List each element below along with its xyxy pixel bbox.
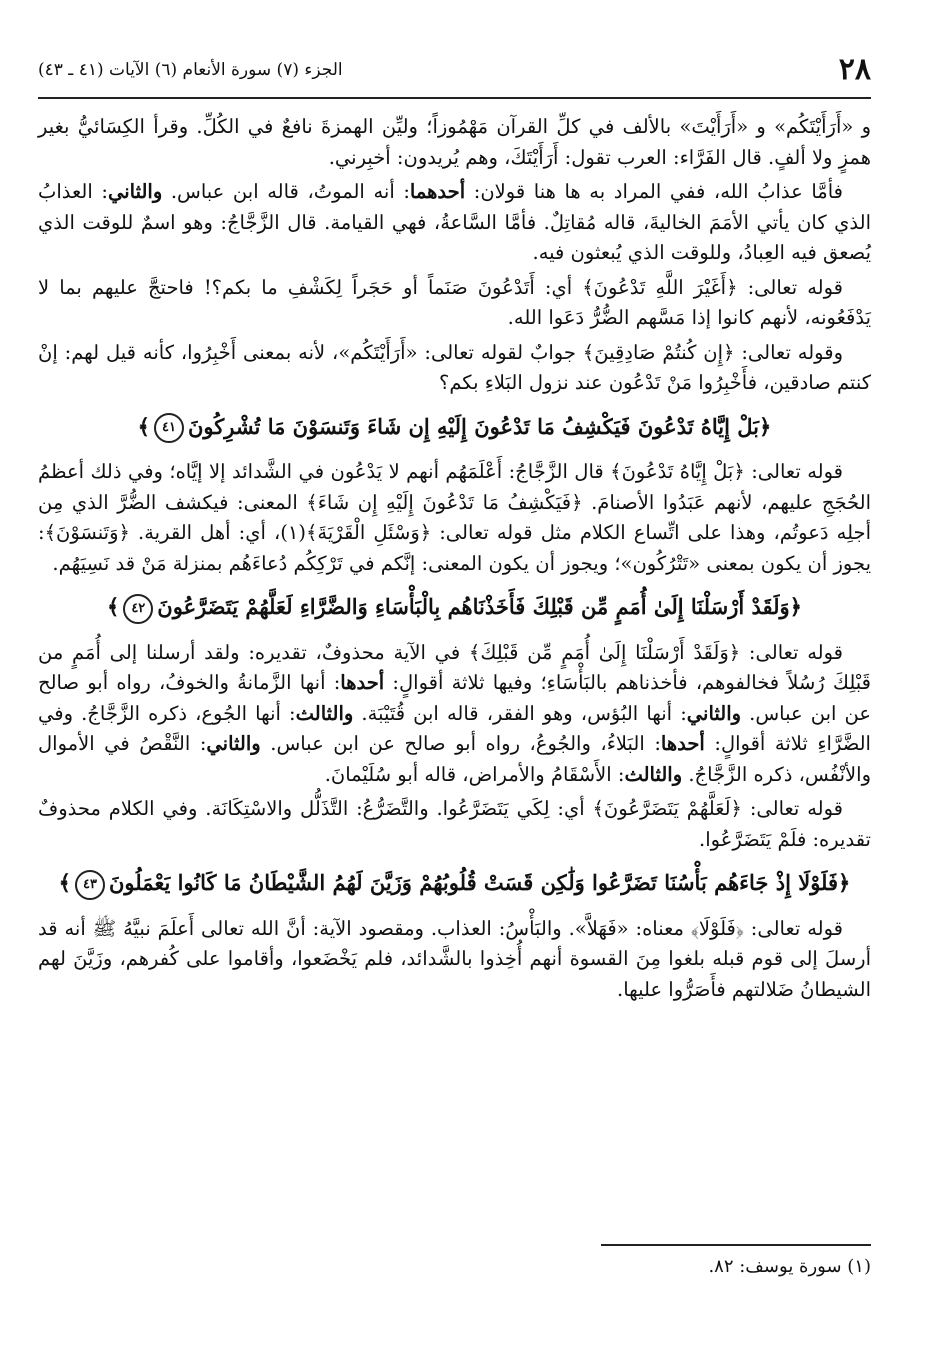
bold-label: والثالث (295, 701, 354, 725)
paragraph: قوله تعالى: ﴿فَلَوْلَا﴾ معناه: «فَهَلاَّ». والبَأْسُ: العذاب. ومقصود الآية: أنَّ الله تعالى أَعلَمَ نبيَّهُ ﷺ أنه قد أرسلَ إلى قوم قبله بلغوا مِنَ القسوة أنهم أُخِذوا بالشَّدائد، فلم يَخْضَعوا، وأقاموا على كُفرهم، وزَيَّنَ لهم الشيطانُ ضَلالتهم فأَصَرُّوا عليها. (38, 916, 871, 1001)
text-run: فأمَّا عذابُ الله، ففي المراد به ها هنا قولان: (465, 180, 843, 203)
text-run: قوله تعالى: ﴿وَلَقَدْ أَرْسَلْنَا إِلَىٰ أُمَمٍ مِّن قَبْلِكَ﴾ في الآية محذوفٌ، تقديره: ولقد أرسلنا إلى أُمَمٍ من قَبْلِكَ رُسُلاً فخالفوهم، فأخذناهم بالبَأْسَاءِ؛ وفيها ثلاثة أقوالٍ: (38, 640, 871, 694)
text-run: : أنها الجُوع، ذكره الزَّجَّاجُ. وفي الضَّرَّاءِ ثلاثة أقوالٍ: (38, 701, 871, 755)
verse-text: ﴿فَلَوْلَا إِذْ جَاءَهُم بَأْسُنَا تَضَرَّعُوا وَلَٰكِن قَسَتْ قُلُوبُهُمْ وَزَيَّنَ لَهُمُ الشَّيْطَانُ مَا كَانُوا يَعْمَلُونَ (108, 870, 851, 895)
footnote-rule (601, 1244, 871, 1246)
verse-text: ﴿وَلَقَدْ أَرْسَلْنَا إِلَىٰ أُمَمٍ مِّن قَبْلِكَ فَأَخَذْنَاهُم بِالْبَأْسَاءِ وَالضَّرَّاءِ لَعَلَّهُمْ يَتَضَرَّعُونَ (157, 594, 802, 619)
text-run: : أنها البُؤس، وهو الفقر، قاله ابن قُتَيْبَة. (353, 701, 687, 725)
text-run: : أنه الموتُ، قاله ابن عباس. (162, 180, 410, 203)
bold-label: والثاني (107, 180, 163, 203)
quran-verse (38, 867, 871, 900)
bold-label: أحدهما (409, 180, 466, 203)
verse-bracket: ﴾ (137, 413, 150, 439)
quran-verse (38, 411, 871, 444)
ayah-number-marker: ٤٢ (123, 594, 153, 624)
header-rule (38, 97, 871, 99)
verse-text: ﴿بَلْ إِيَّاهُ تَدْعُونَ فَيَكْشِفُ مَا تَدْعُونَ إِلَيْهِ إِن شَاءَ وَتَنسَوْنَ مَا تُشْرِكُونَ (187, 413, 772, 439)
paragraph: قوله تعالى: ﴿أَغَيْرَ اللَّهِ تَدْعُونَ﴾ أي: أَتَدْعُونَ صَنَماً أو حَجَراً لِكَشْفِ ما بكم؟! فاحتجَّ عليهم بما لا يَدْفَعُونه، لأنهم كانوا إذا مَسَّهم الضُّرُّ دَعَوا الله. (38, 275, 871, 329)
paragraph (38, 638, 871, 791)
text-run: : أنها الزَّمانةُ والخوفُ، رواه أبو صالح عن ابن عباس. (38, 671, 871, 725)
paragraph: قوله تعالى: ﴿بَلْ إِيَّاهُ تَدْعُونَ﴾ قال الزَّجَّاجُ: أَعْلَمَهُم أنهم لا يَدْعُون في الشَّدائد إلا إيَّاه؛ وفي ذلك أعظمُ الحُجَجِ عليهم، لأنهم عَبَدُوا الأصنامَ. ﴿فَيَكْشِفُ مَا تَدْعُونَ إِلَيْهِ إِن شَاءَ﴾ المعنى: فيكشف الضُّرَّ الذي مِن أجلِه دَعوتُم، وهذا على اتِّساع الكلام مثل قوله تعالى: ﴿وَسْئَلِ الْقَرْيَةَ﴾(١)، أي: أهل القرية. ﴿وَتَنسَوْنَ﴾: يجوز أن يكون بمعنى «تَتْرُكُون»؛ ويجوز أن يكون المعنى: إنَّكم في تَرْكِكُم دُعاءَهُم بمنزلة مَنْ قد نَسِيَهُم. (38, 460, 871, 575)
bold-label: والثاني (686, 701, 742, 725)
text-run: : البَلاءُ، والجُوعُ، رواه أبو صالح عن ابن عباس. (260, 732, 661, 755)
bold-label: أحدها (660, 732, 705, 755)
text-run: : الأَسْقَامُ والأمراض، قاله أبو سُلَيْمانَ. (324, 762, 625, 786)
verse-bracket: ﴾ (106, 594, 120, 619)
text-run: : العذابُ الذي كان يأتي الأمَمَ الخاليةَ، قاله مُقاتِلٌ. فأمَّا السَّاعةُ، فهي القيامة. قال الزَّجَّاجُ: وهو اسمٌ للوقت الذي يُصعق فيه العِبادُ، وللوقت الذي يُبعثون فيه. (38, 180, 871, 264)
running-head: الجزء (٧) سورة الأنعام (٦) الآيات (٤١ ـ ٤٣) (38, 60, 343, 80)
text-run: : النَّقْصُ في الأموال والأنْفُس، ذكره الزَّجَّاجُ. (38, 732, 871, 786)
ayah-number-marker: ٤٣ (75, 870, 105, 900)
bold-label: والثاني (206, 732, 261, 755)
paragraph (38, 177, 871, 269)
bold-label: أحدها (340, 671, 385, 694)
ayah-number-marker: ٤١ (154, 413, 184, 443)
footnote: (١) سورة يوسف: ٨٢. (708, 1256, 871, 1277)
page-header (38, 52, 871, 88)
verse-bracket: ﴾ (58, 870, 71, 895)
page-body (38, 112, 871, 1009)
bold-label: والثالث (624, 762, 683, 786)
page-number: ٢٨ (838, 52, 871, 87)
paragraph: وقوله تعالى: ﴿إِن كُنتُمْ صَادِقِينَ﴾ جوابٌ لقوله تعالى: «أَرَأَيْتَكُم»، لأنه بمعنى أَخْبِرُوا، كأنه قيل لهم: إنْ كنتم صادقين، فأَخْبِرُوا مَنْ تَدْعُون عند نزول البَلاءِ بكم؟ (38, 340, 871, 394)
paragraph: و «أَرَأَيْتَكُم» و «أَرَأَيْتَ» بالألف في كلِّ القرآن مَهْمُوزاً؛ وليِّن الهمزةَ نافعٌ في الكُلِّ. وقرأ الكِسَائيُّ بغير همزٍ ولا ألفٍ. قال الفَرَّاء: العرب تقول: أَرَأَيْتَكَ، وهم يُريدون: أخبِرني. (38, 115, 871, 169)
paragraph: قوله تعالى: ﴿لَعَلَّهُمْ يَتَضَرَّعُونَ﴾ أي: لِكَي يَتَضَرَّعُوا. والتَّضَرُّعُ: التَّذَلُّل والاسْتِكَانَة. وفي الكلام محذوفٌ تقديره: فلَمْ يَتَضَرَّعُوا. (38, 797, 871, 851)
quran-verse (38, 591, 871, 624)
